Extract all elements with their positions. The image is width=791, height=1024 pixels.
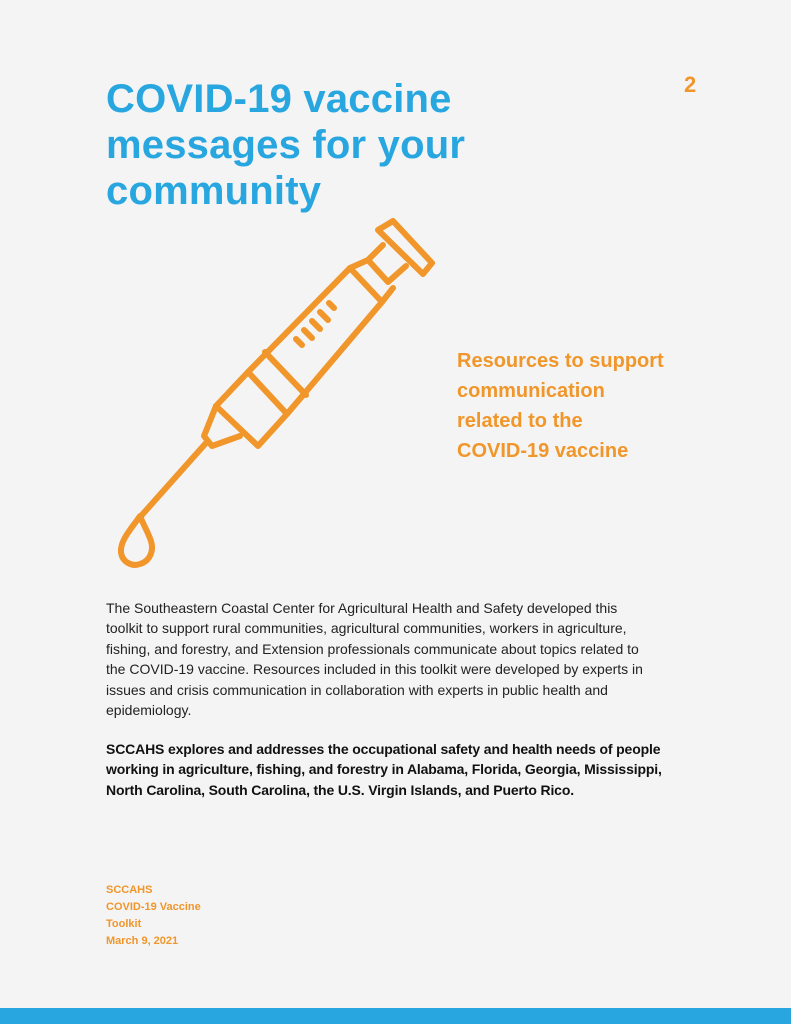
syringe-needle bbox=[141, 443, 206, 516]
footer-line: Toolkit bbox=[106, 918, 142, 930]
syringe-tick bbox=[304, 330, 312, 338]
subtitle bbox=[457, 346, 757, 466]
syringe-tick bbox=[312, 321, 320, 329]
subtitle-line: COVID-19 vaccine bbox=[457, 440, 629, 462]
subtitle-line: related to the bbox=[457, 410, 583, 432]
syringe-tick bbox=[296, 339, 302, 345]
intro-paragraph-line: fishing, and forestry, and Extension professionals communicate about topics related to bbox=[106, 640, 639, 657]
page-number: 2 bbox=[684, 72, 697, 97]
intro-paragraph bbox=[106, 598, 706, 720]
subtitle-line: Resources to support bbox=[457, 350, 664, 372]
mission-paragraph-line: SCCAHS explores and addresses the occupational safety and health needs of people bbox=[106, 741, 661, 757]
syringe-icon bbox=[100, 210, 450, 580]
syringe-tick bbox=[329, 303, 334, 308]
page-title-line: messages for your bbox=[106, 123, 466, 167]
syringe-lower-hub bbox=[216, 372, 287, 446]
bottom-bar bbox=[0, 1008, 791, 1024]
footer-info bbox=[106, 882, 201, 950]
intro-paragraph-line: issues and crisis communication in collaboration with experts in public health and bbox=[106, 681, 608, 698]
page-title bbox=[106, 76, 626, 214]
mission-paragraph-line: North Carolina, South Carolina, the U.S. Virgin Islands, and Puerto Rico. bbox=[106, 781, 574, 798]
footer-line: COVID-19 Vaccine bbox=[106, 901, 201, 913]
intro-paragraph-line: toolkit to support rural communities, agricultural communities, workers in agriculture, bbox=[106, 620, 627, 637]
intro-paragraph-line: The Southeastern Coastal Center for Agricultural Health and Safety developed this bbox=[106, 600, 618, 616]
syringe-tick bbox=[320, 312, 328, 320]
mission-paragraph bbox=[106, 739, 716, 800]
subtitle-line: communication bbox=[457, 380, 605, 402]
footer-line: March 9, 2021 bbox=[106, 935, 179, 947]
syringe-barrel-divider bbox=[265, 352, 306, 395]
intro-paragraph-line: epidemiology. bbox=[106, 702, 192, 719]
mission-paragraph-line: working in agriculture, fishing, and forestry in Alabama, Florida, Georgia, Mississippi, bbox=[106, 761, 662, 778]
footer-line: SCCAHS bbox=[106, 884, 153, 896]
droplet-icon bbox=[121, 516, 152, 565]
page-title-line: COVID-19 vaccine bbox=[106, 77, 452, 121]
syringe-barrel bbox=[248, 268, 382, 414]
intro-paragraph-line: the COVID-19 vaccine. Resources included in this toolkit were developed by experts in bbox=[106, 661, 643, 678]
page-title-line: community bbox=[106, 169, 322, 213]
